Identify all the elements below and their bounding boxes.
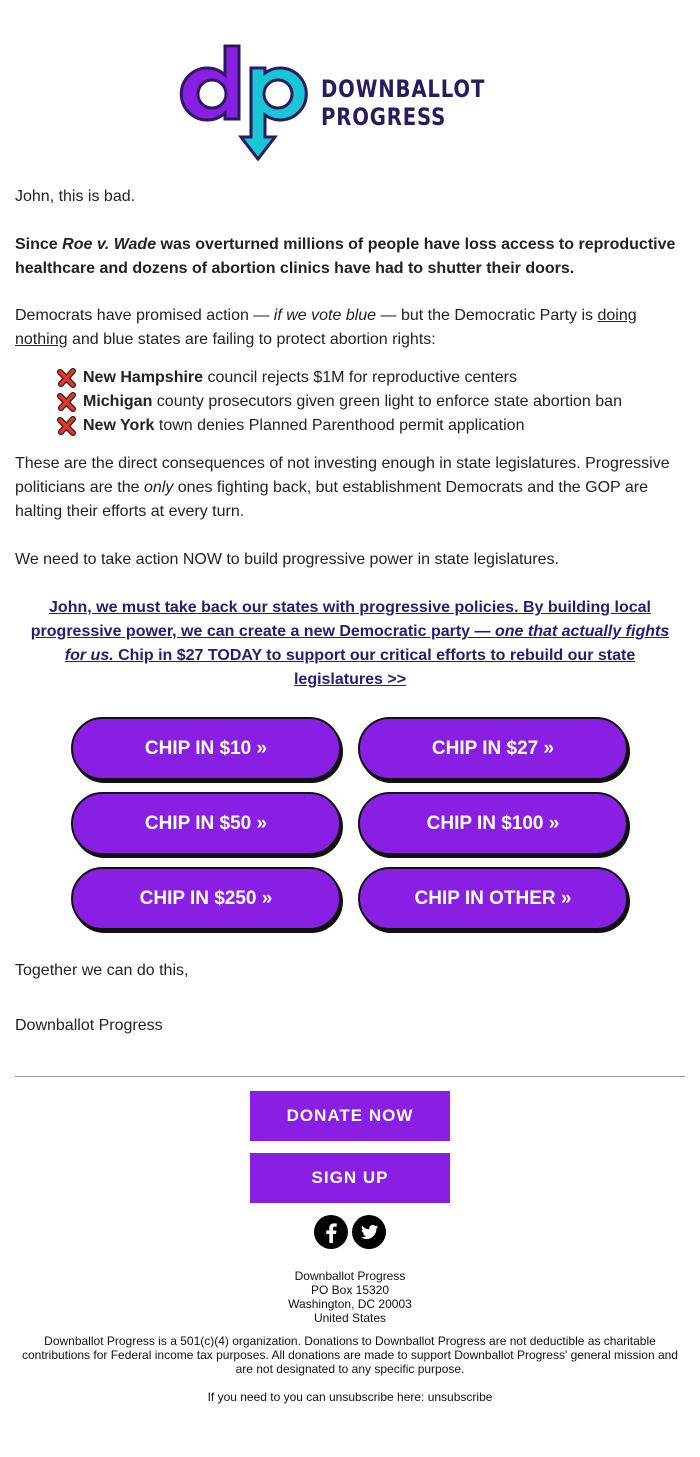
mailing-address bbox=[0, 1269, 700, 1325]
chip-in-100-button[interactable]: CHIP IN $100 » bbox=[358, 792, 628, 855]
intro-text-1: Since bbox=[15, 236, 63, 253]
consequences-list bbox=[15, 366, 685, 438]
address-line: United States bbox=[313, 1311, 387, 1325]
list-item bbox=[57, 414, 685, 438]
red-x-icon bbox=[57, 368, 77, 388]
list-item bbox=[57, 390, 685, 414]
list-item-bold: Michigan bbox=[83, 393, 153, 410]
red-x-icon bbox=[57, 392, 77, 412]
list-item-text: town denies Planned Parenthood permit application bbox=[154, 417, 525, 434]
cons-text-2: ones fighting back, but establishment Democrats and the GOP are halting their efforts at every turn. bbox=[15, 479, 648, 520]
consequences-paragraph bbox=[15, 452, 685, 524]
address-line: PO Box 15320 bbox=[310, 1283, 390, 1297]
red-x-icon bbox=[57, 416, 77, 436]
twitter-icon[interactable] bbox=[351, 1214, 387, 1250]
signoff-line: Together we can do this, bbox=[15, 962, 189, 979]
legal-disclaimer: Downballot Progress is a 501(c)(4) organization. Donations to Downballot Progress are not deductible as charitable contributions for Federal income tax purposes. All donations are made to support Downballot Progress' general mission and are not designated to any specific purpose. bbox=[22, 1334, 678, 1376]
signoff bbox=[0, 959, 700, 1038]
democrats-paragraph bbox=[15, 304, 685, 352]
unsubscribe-line[interactable]: If you need to you can unsubscribe here: unsubscribe bbox=[207, 1390, 493, 1404]
address-line: Downballot Progress bbox=[294, 1269, 406, 1283]
list-item-bold: New York bbox=[83, 417, 155, 434]
brand-wordmark bbox=[321, 75, 485, 131]
cta-italic[interactable]: one that actually fights for us. bbox=[64, 623, 670, 664]
footer-divider bbox=[15, 1076, 685, 1077]
intro-italic: Roe v. Wade bbox=[62, 236, 157, 253]
social-links bbox=[0, 1214, 700, 1250]
header bbox=[0, 0, 700, 168]
brand-name-line2: PROGRESS bbox=[320, 103, 446, 131]
list-item-text: council rejects $1M for reproductive centers bbox=[203, 369, 517, 386]
cons-text-1: These are the direct consequences of not investing enough in state legislatures. Progressive politicians are the bbox=[15, 455, 670, 496]
donate-cta-link[interactable] bbox=[15, 596, 685, 692]
chip-in-50-button[interactable]: CHIP IN $50 » bbox=[71, 792, 341, 855]
doing-nothing-link[interactable]: doing nothing bbox=[15, 307, 637, 348]
signoff-name: Downballot Progress bbox=[15, 1017, 163, 1034]
list-item-text: county prosecutors given green light to enforce state abortion ban bbox=[152, 393, 622, 410]
sign-up-button[interactable]: SIGN UP bbox=[250, 1153, 450, 1203]
greeting: John, this is bad. bbox=[15, 188, 136, 205]
chip-in-other-button[interactable]: CHIP IN OTHER » bbox=[358, 867, 628, 930]
dem-text-3: and blue states are failing to protect abortion rights: bbox=[67, 331, 436, 348]
list-item bbox=[57, 366, 685, 390]
intro-paragraph bbox=[15, 233, 685, 281]
dem-italic: if we vote blue bbox=[273, 307, 377, 324]
footer-actions bbox=[0, 1091, 700, 1203]
dp-logo-icon bbox=[179, 42, 309, 164]
cons-italic: only bbox=[143, 479, 174, 496]
chip-in-buttons bbox=[71, 717, 629, 930]
dem-text-2: — but the Democratic Party is bbox=[376, 307, 598, 324]
chip-in-10-button[interactable]: CHIP IN $10 » bbox=[71, 717, 341, 780]
dem-text-1: Democrats have promised action — bbox=[15, 307, 274, 324]
brand-name-line1: DOWNBALLOT bbox=[320, 75, 486, 103]
chip-in-250-button[interactable]: CHIP IN $250 » bbox=[71, 867, 341, 930]
action-paragraph: We need to take action NOW to build progressive power in state legislatures. bbox=[15, 551, 559, 568]
message-content bbox=[0, 185, 700, 692]
brand-logo[interactable] bbox=[179, 38, 521, 168]
intro-text-2: was overturned millions of people have loss access to reproductive healthcare and dozens of abortion clinics have had to shutter their doors. bbox=[15, 236, 676, 277]
cta-text-1[interactable]: John, we must take back our states with progressive policies. By building local progressive power, we can create a new Democratic party — bbox=[30, 599, 651, 640]
chip-in-27-button[interactable]: CHIP IN $27 » bbox=[358, 717, 628, 780]
address-line: Washington, DC 20003 bbox=[288, 1297, 412, 1311]
list-item-bold: New Hampshire bbox=[83, 369, 204, 386]
facebook-icon[interactable] bbox=[313, 1214, 349, 1250]
cta-text-2[interactable]: Chip in $27 TODAY to support our critical efforts to rebuild our state legislatures >> bbox=[113, 647, 636, 688]
donate-now-button[interactable]: DONATE NOW bbox=[250, 1091, 450, 1141]
